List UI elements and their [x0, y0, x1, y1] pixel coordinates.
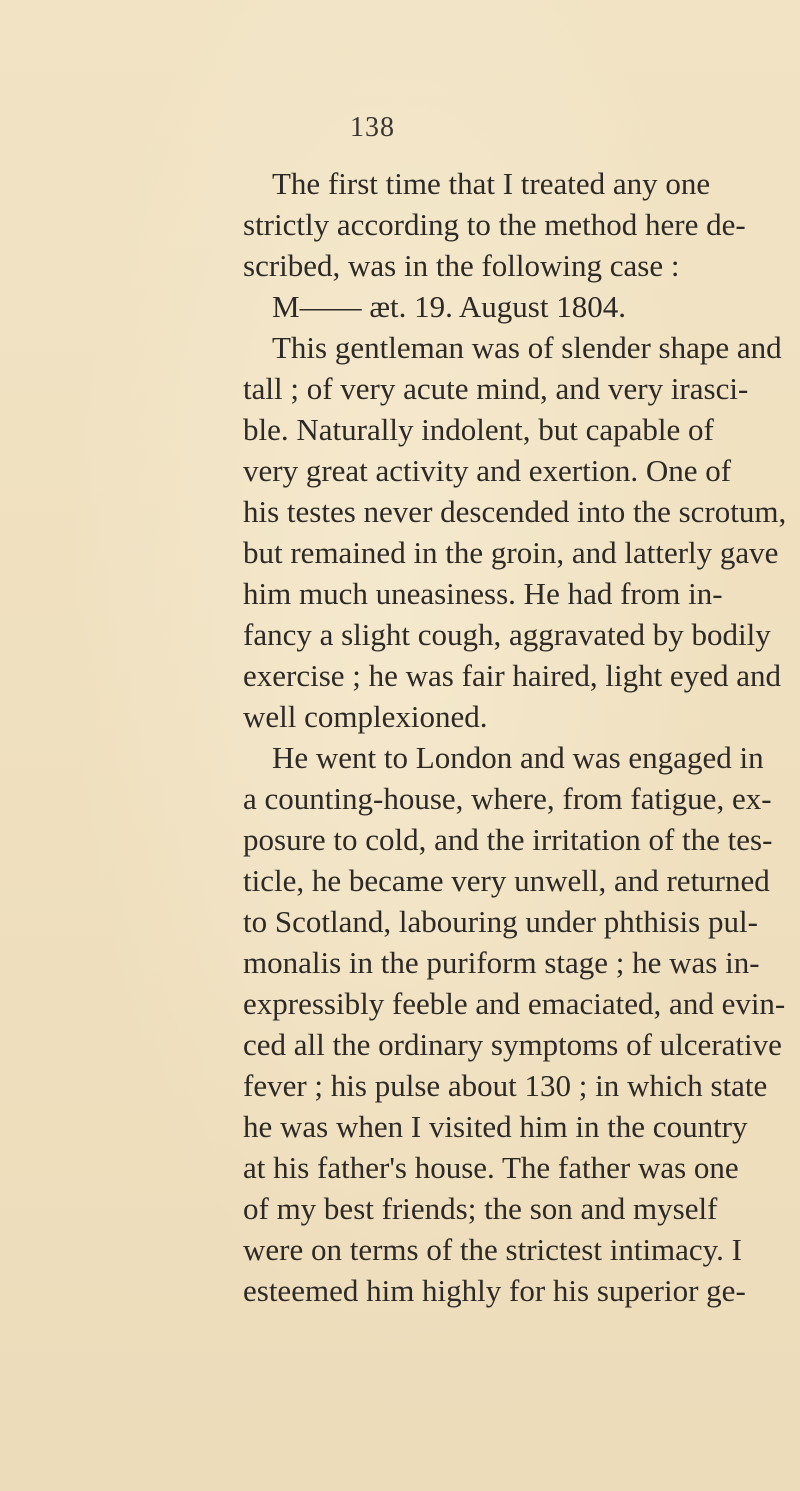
text-line: ble. Naturally indolent, but capable of	[243, 412, 714, 447]
text-line: tall ; of very acute mind, and very irasci-	[243, 371, 749, 406]
text-line: a counting-house, where, from fatigue, ex-	[243, 781, 772, 816]
text-line: expressibly feeble and emaciated, and evin-	[243, 986, 786, 1021]
text-line: well complexioned.	[243, 699, 488, 734]
text-line: his testes never descended into the scrotum,	[243, 494, 787, 529]
text-line: posure to cold, and the irritation of the tes-	[243, 822, 773, 857]
text-line: him much uneasiness. He had from in-	[243, 576, 723, 611]
text-line: very great activity and exertion. One of	[243, 453, 732, 488]
page-number: 138	[350, 112, 395, 143]
text-line: but remained in the groin, and latterly gave	[243, 535, 779, 570]
text-line: at his father's house. The father was one	[243, 1150, 739, 1185]
text-line: scribed, was in the following case :	[243, 248, 680, 283]
text-line: M—— æt. 19. August 1804.	[272, 289, 626, 324]
text-line: to Scotland, labouring under phthisis pul-	[243, 904, 758, 939]
text-line: were on terms of the strictest intimacy. I	[243, 1232, 742, 1267]
text-line: he was when I visited him in the country	[243, 1109, 748, 1144]
text-line: fever ; his pulse about 130 ; in which state	[243, 1068, 768, 1103]
text-line: esteemed him highly for his superior ge-	[243, 1273, 746, 1308]
text-line: ced all the ordinary symptoms of ulcerative	[243, 1027, 782, 1062]
text-line: strictly according to the method here de-	[243, 207, 746, 242]
text-line: monalis in the puriform stage ; he was in-	[243, 945, 760, 980]
text-line: exercise ; he was fair haired, light eyed and	[243, 658, 781, 693]
text-line: He went to London and was engaged in	[272, 740, 764, 775]
text-line: of my best friends; the son and myself	[243, 1191, 718, 1226]
text-line: ticle, he became very unwell, and returned	[243, 863, 770, 898]
text-line: This gentleman was of slender shape and	[272, 330, 782, 365]
text-line: The first time that I treated any one	[272, 166, 711, 201]
text-line: fancy a slight cough, aggravated by bodily	[243, 617, 771, 652]
